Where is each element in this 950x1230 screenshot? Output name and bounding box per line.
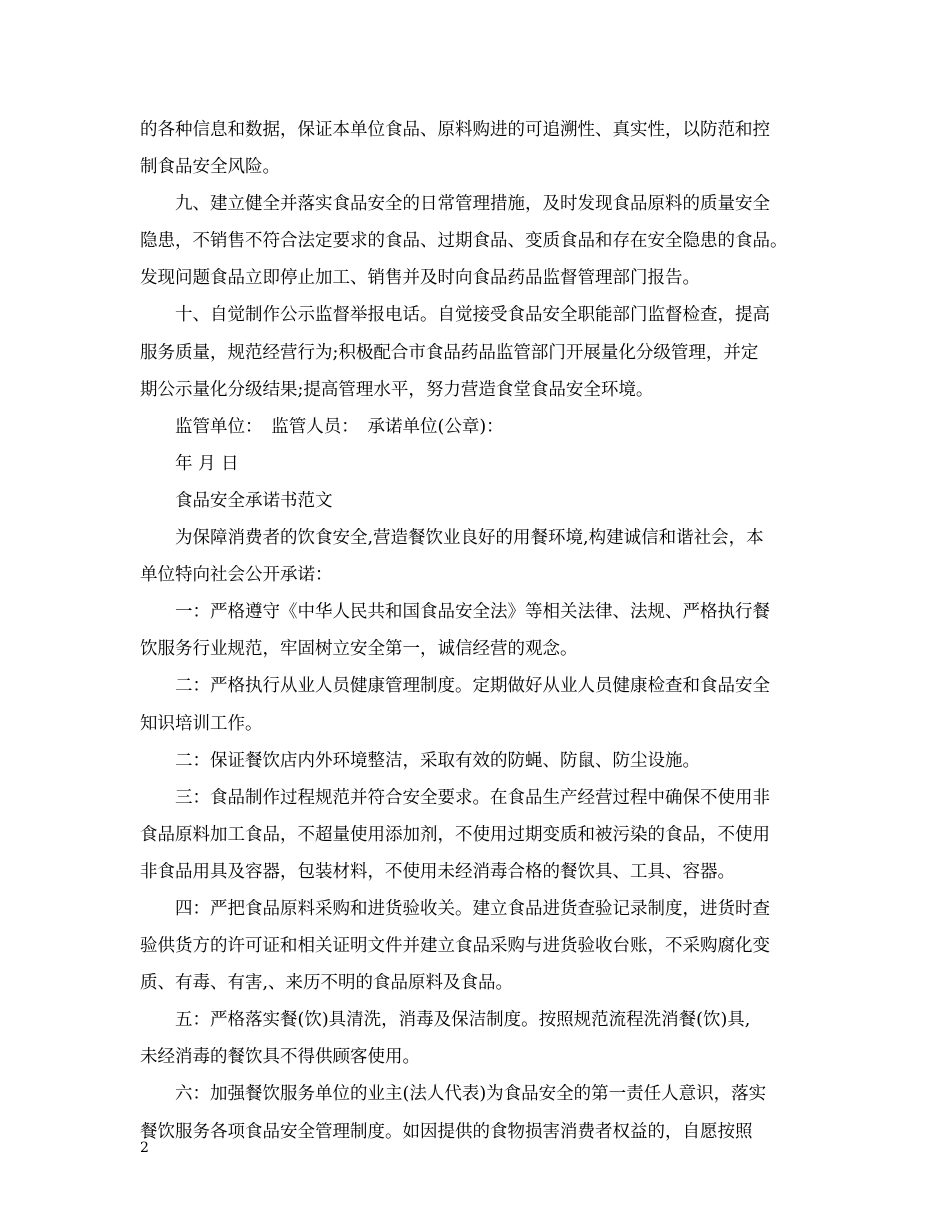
text-line: 二：严格执行从业人员健康管理制度。定期做好从业人员健康检查和食品安全	[175, 676, 770, 697]
text-line: 四：严把食品原料采购和进货验收关。建立食品进货查验记录制度，进货时查	[175, 898, 770, 919]
date-line: 年 月 日	[175, 453, 239, 474]
text-line: 为保障消费者的饮食安全,营造餐饮业良好的用餐环境,构建诚信和谐社会，本	[175, 528, 764, 549]
document-body	[140, 112, 812, 1151]
text-line: 服务质量，规范经营行为;积极配合市食品药品监管部门开展量化分级管理，并定	[140, 342, 759, 363]
text-line: 餐饮服务各项食品安全管理制度。如因提供的食物损害消费者权益的，自愿按照	[140, 1121, 753, 1142]
text-line: 发现问题食品立即停止加工、销售并及时向食品药品监督管理部门报告。	[140, 268, 700, 289]
signature-line: 监管单位： 监管人员： 承诺单位(公章)：	[175, 416, 504, 437]
text-line: 质、有毒、有害,、来历不明的食品原料及食品。	[140, 973, 514, 994]
text-line: 九、建立健全并落实食品安全的日常管理措施，及时发现食品原料的质量安全	[175, 194, 770, 215]
text-line: 一：严格遵守《中华人民共和国食品安全法》等相关法律、法规、严格执行餐	[175, 602, 770, 623]
text-line: 十、自觉制作公示监督举报电话。自觉接受食品安全职能部门监督检查，提高	[175, 305, 770, 326]
text-line: 六：加强餐饮服务单位的业主(法人代表)为食品安全的第一责任人意识，落实	[175, 1084, 767, 1105]
text-line: 非食品用具及容器，包装材料，不使用未经消毒合格的餐饮具、工具、容器。	[140, 861, 735, 882]
text-line: 期公示量化分级结果;提高管理水平，努力营造食堂食品安全环境。	[140, 379, 654, 400]
text-line: 制食品安全风险。	[140, 157, 280, 178]
text-line: 验供货方的许可证和相关证明文件并建立食品采购与进货验收台账，不采购腐化变	[140, 936, 770, 957]
text-line: 食品原料加工食品，不超量使用添加剂，不使用过期变质和被污染的食品，不使用	[140, 824, 770, 845]
text-line: 隐患，不销售不符合法定要求的食品、过期食品、变质食品和存在安全隐患的食品。	[140, 231, 788, 252]
section-title: 食品安全承诺书范文	[175, 490, 333, 511]
text-line: 三：食品制作过程规范并符合安全要求。在食品生产经营过程中确保不使用非	[175, 787, 770, 808]
text-line: 的各种信息和数据，保证本单位食品、原料购进的可追溯性、真实性，以防范和控	[140, 120, 770, 140]
text-line: 饮服务行业规范，牢固树立安全第一，诚信经营的观念。	[140, 639, 578, 660]
text-line: 二：保证餐饮店内外环境整洁，采取有效的防蝇、防鼠、防尘设施。	[175, 750, 700, 771]
page-number: 2	[140, 1140, 149, 1156]
text-line: 五：严格落实餐(饮)具清洗，消毒及保洁制度。按照规范流程洗消餐(饮)具,	[175, 1010, 751, 1031]
text-line: 未经消毒的餐饮具不得供顾客使用。	[140, 1047, 420, 1068]
text-line: 知识培训工作。	[140, 713, 263, 734]
text-line: 单位特向社会公开承诺：	[140, 565, 333, 586]
